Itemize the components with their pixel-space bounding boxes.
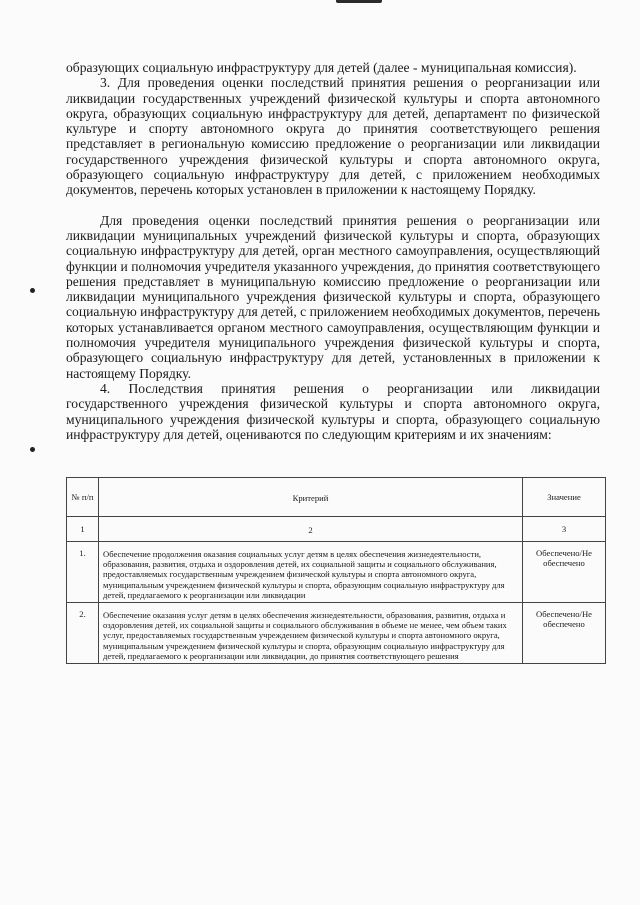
punch-hole-mark bbox=[30, 447, 35, 452]
document-body bbox=[66, 60, 600, 442]
header-num: № п/п bbox=[67, 478, 99, 517]
scan-artifact bbox=[336, 0, 382, 3]
row-value: Обеспечено/Не обеспечено bbox=[523, 603, 606, 664]
column-number: 2 bbox=[99, 517, 523, 542]
table-header-row bbox=[67, 478, 606, 517]
row-number: 1. bbox=[67, 542, 99, 603]
row-value: Обеспечено/Не обеспечено bbox=[523, 542, 606, 603]
paragraph-item-4: 4. Последствия принятия решения о реорганизации или ликвидации государственного учреждения физической культуры и спорта автономного округа, муниципального учреждения физической культуры и спорта, образующего социальную инфраструктуру для детей, оцениваются по следующим критериям и их значениям: bbox=[66, 380, 600, 442]
paragraph-municipal: Для проведения оценки последствий принятия решения о реорганизации или ликвидации муниципальных учреждений физической культуры и спорта, образующих социальную инфраструктуру для детей, орган местного самоуправления, осуществляющий функции и полномочия учредителя указанного учреждения, до принятия соответствующего решения представляет в муниципальную комиссию предложение о реорганизации или ликвидации муниципального учреждения физической культуры и спорта, образующего социальную инфраструктуру для детей, с приложением необходимых документов, перечень которых устанавливается органом местного самоуправления, осуществляющим функции и полномочия учредителя муниципального учреждения физической культуры и спорта, образующего социальную инфраструктуру для детей, установленных в приложении к настоящему Порядку. bbox=[66, 212, 600, 381]
column-number: 1 bbox=[67, 517, 99, 542]
row-criterion: Обеспечение продолжения оказания социальных услуг детям в целях обеспечения жизнедеятельности, образования, развития, отдыха и оздоровления детей, их социальной защиты и социального обслуживания, предоставляемых государственным учреждением физической культуры и спорта автономного округа, муниципальным учреждением физической культуры и спорта, образующим социальную инфраструктуру для детей, предлагаемого к реорганизации или ликвидации bbox=[99, 542, 523, 603]
criteria-table bbox=[66, 477, 606, 664]
row-number: 2. bbox=[67, 603, 99, 664]
paragraph-continuation: образующих социальную инфраструктуру для детей (далее - муниципальная комиссия). bbox=[66, 60, 577, 75]
header-value: Значение bbox=[523, 478, 606, 517]
table-row bbox=[67, 603, 606, 664]
row-criterion: Обеспечение оказания услуг детям в целях обеспечения жизнедеятельности, образования, развития, отдыха и оздоровления детей, их социальной защиты и социального обслуживания в объеме не менее, чем объем таких услуг, предоставляемых государственным учреждением физической культуры и спорта автономного округа, муниципальным учреждением физической культуры и спорта, образующим социальную инфраструктуру для детей, предлагаемого к реорганизации или ликвидации, до принятия соответствующего решения bbox=[99, 603, 523, 664]
paragraph-item-3: 3. Для проведения оценки последствий принятия решения о реорганизации или ликвидации государственных учреждений физической культуры и спорта автономного округа, образующих социальную инфраструктуру для детей, департамент по физической культуре и спорту автономного округа до принятия соответствующего решения представляет в региональную комиссию предложение о реорганизации или ликвидации государственного учреждения физической культуры и спорта автономного округа, образующего социальную инфраструктуру для детей, с приложением необходимых документов, перечень которых установлен в приложении к настоящему Порядку. bbox=[66, 75, 600, 198]
header-criterion: Критерий bbox=[99, 478, 523, 517]
table-row bbox=[67, 542, 606, 603]
column-number-row bbox=[67, 517, 606, 542]
column-number: 3 bbox=[523, 517, 606, 542]
punch-hole-mark bbox=[30, 288, 35, 293]
